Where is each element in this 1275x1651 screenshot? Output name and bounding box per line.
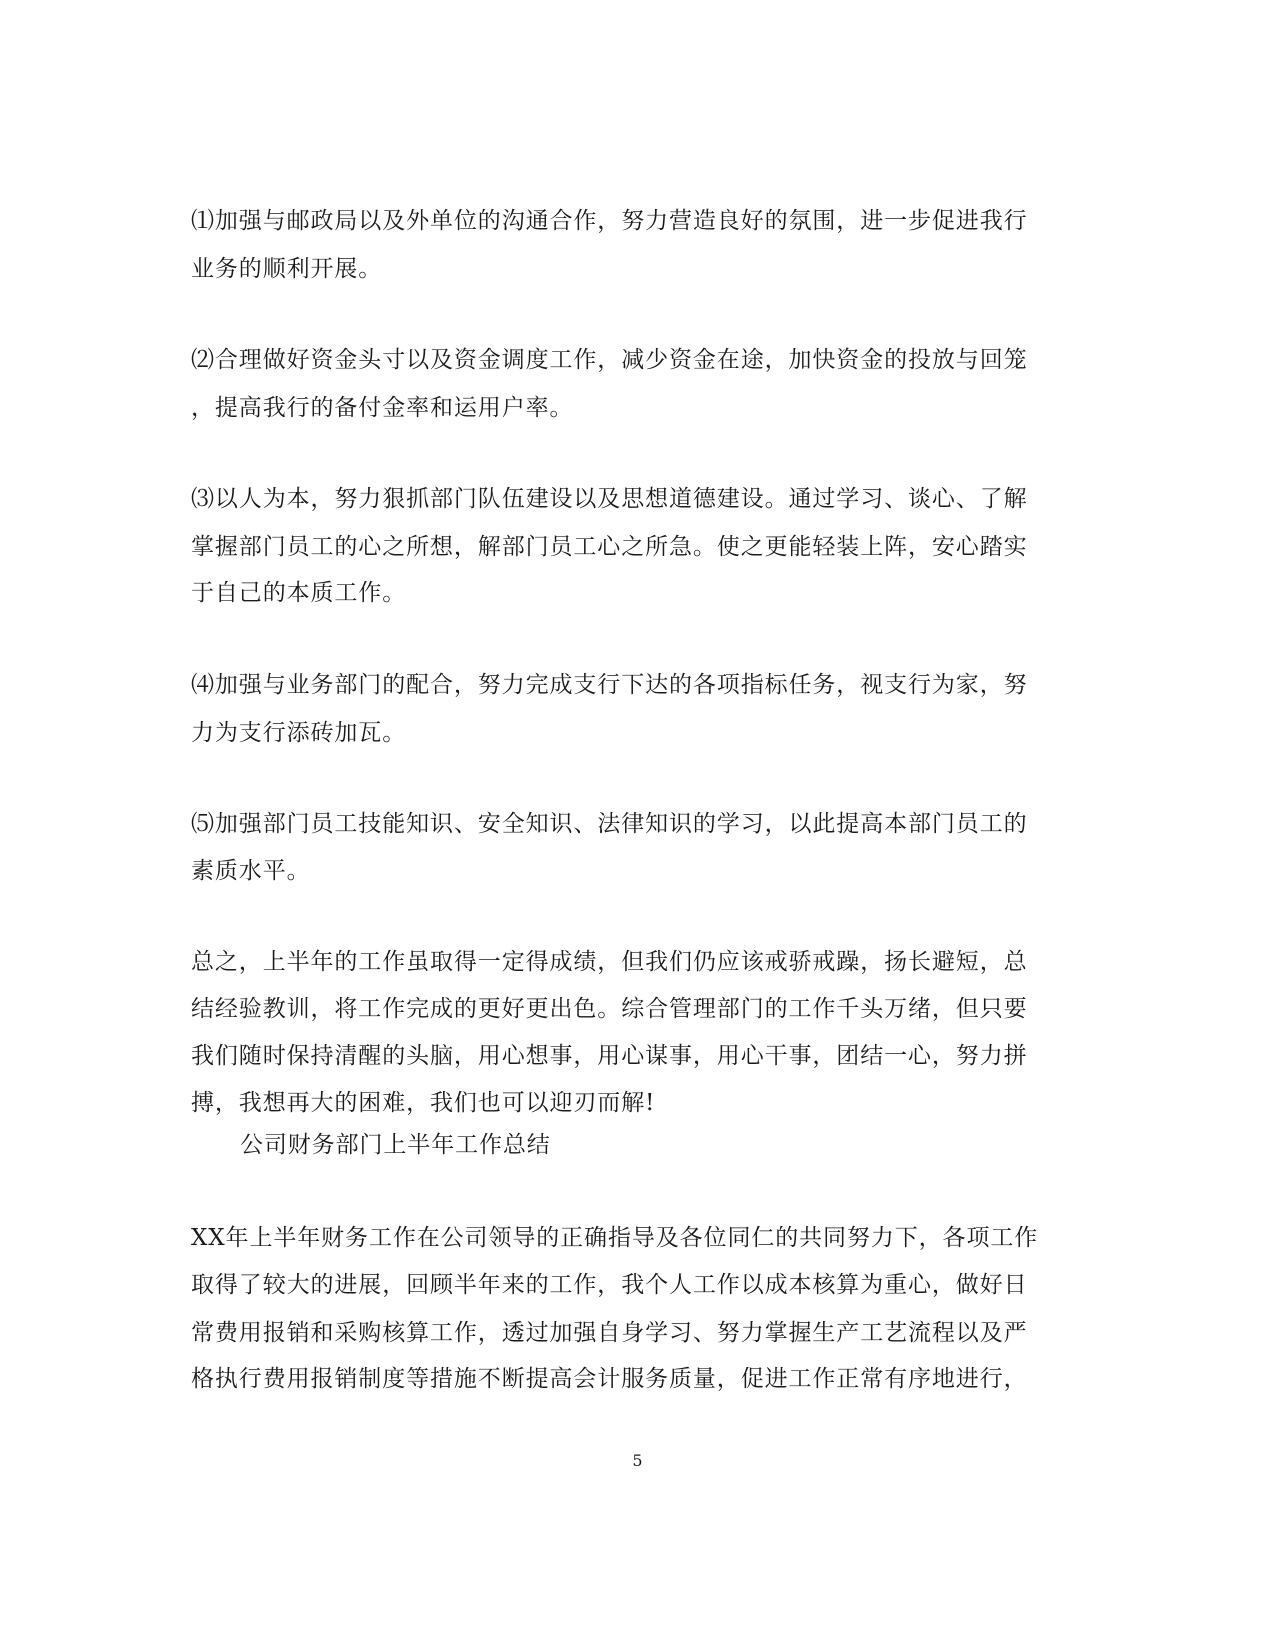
paragraph-4-line-1: ⑷加强与业务部门的配合，努力完成支行下达的各项指标任务，视支行为家，努	[191, 672, 1028, 698]
paragraph-5-line-2: 素质水平。	[191, 858, 311, 884]
paragraph-3-line-3: 于自己的本质工作。	[191, 580, 407, 606]
paragraph-6-line-1: 总之，上半年的工作虽取得一定得成绩，但我们仍应该戒骄戒躁，扬长避短，总	[191, 949, 1028, 975]
paragraph-4-line-2: 力为支行添砖加瓦。	[191, 720, 407, 746]
paragraph-2-line-1: ⑵合理做好资金头寸以及资金调度工作，减少资金在途，加快资金的投放与回笼	[191, 347, 1028, 373]
paragraph-5-line-1: ⑸加强部门员工技能知识、安全知识、法律知识的学习，以此提高本部门员工的	[191, 811, 1028, 837]
final-paragraph-line-2: 取得了较大的进展，回顾半年来的工作，我个人工作以成本核算为重心，做好日	[191, 1272, 1028, 1298]
page-number: 5	[632, 1451, 643, 1470]
paragraph-1-line-2: 业务的顺利开展。	[191, 256, 383, 282]
paragraph-3-line-2: 掌握部门员工的心之所想，解部门员工心之所急。使之更能轻装上阵，安心踏实	[191, 534, 1028, 560]
section-subtitle: 公司财务部门上半年工作总结	[240, 1132, 551, 1158]
paragraph-2-line-2: ，提高我行的备付金率和运用户率。	[191, 395, 574, 421]
paragraph-6-line-3: 我们随时保持清醒的头脑，用心想事，用心谋事，用心干事，团结一心，努力拼	[191, 1043, 1028, 1069]
paragraph-1-line-1: ⑴加强与邮政局以及外单位的沟通合作，努力营造良好的氛围，进一步促进我行	[191, 208, 1028, 234]
paragraph-6-line-2: 结经验教训，将工作完成的更好更出色。综合管理部门的工作千头万绪，但只要	[191, 996, 1028, 1022]
final-paragraph-line-4: 格执行费用报销制度等措施不断提高会计服务质量，促进工作正常有序地进行，	[191, 1366, 1028, 1392]
paragraph-3-line-1: ⑶以人为本，努力狠抓部门队伍建设以及思想道德建设。通过学习、谈心、了解	[191, 486, 1028, 512]
final-paragraph-line-1: XX年上半年财务工作在公司领导的正确指导及各位同仁的共同努力下，各项工作	[191, 1225, 1039, 1251]
final-paragraph-line-3: 常费用报销和采购核算工作，透过加强自身学习、努力掌握生产工艺流程以及严	[191, 1320, 1028, 1346]
paragraph-6-line-4: 搏，我想再大的困难，我们也可以迎刃而解!	[191, 1090, 656, 1116]
